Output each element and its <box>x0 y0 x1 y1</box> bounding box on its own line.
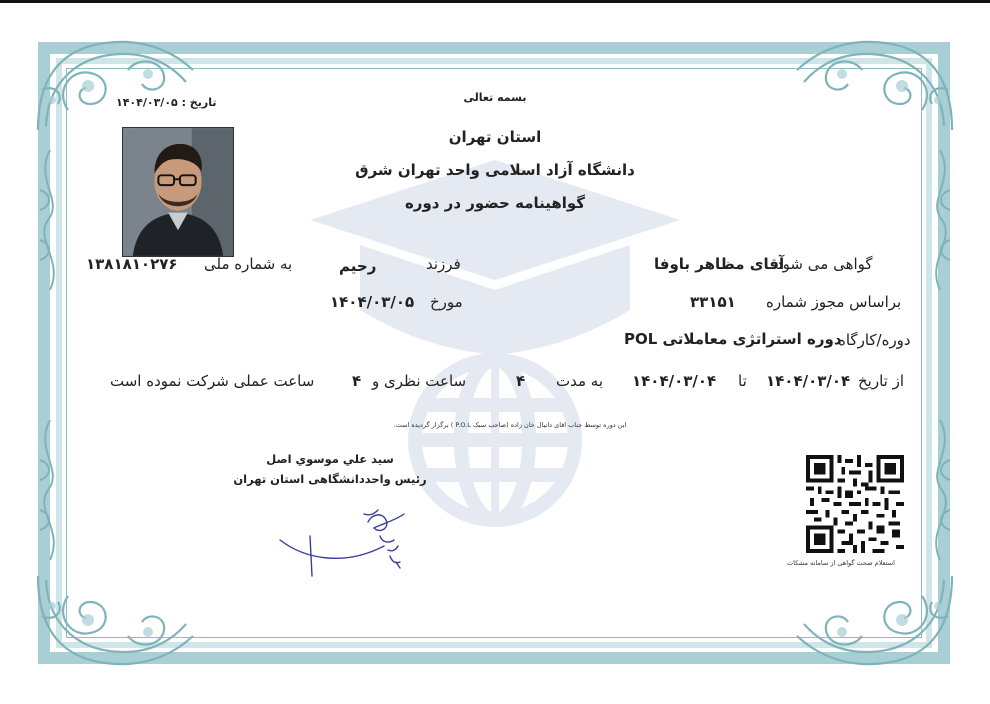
license-dated-label: مورخ <box>430 293 463 311</box>
course-instructor-note: این دوره توسط جناب اقای دانیال خان زاده (صاحب سبک P.O.L ) برگزار گردیده است. <box>393 421 627 429</box>
signer-name: سید علي موسوي اصل <box>266 452 394 466</box>
license-label: براساس مجوز شماره <box>766 293 902 311</box>
bismillah-heading: بسمه تعالی <box>463 91 527 104</box>
from-date-label: از تاریخ <box>858 372 905 390</box>
license-date: ۱۴۰۴/۰۳/۰۵ <box>330 293 415 311</box>
corner-ornament-bottom-left <box>28 566 198 676</box>
province-heading: استان تهران <box>448 128 542 146</box>
duration-label: به مدت <box>556 372 604 390</box>
side-ornament-left-lower <box>30 420 68 560</box>
qr-code-icon[interactable] <box>806 455 904 553</box>
portrait-photo <box>122 127 234 257</box>
handwritten-signature <box>276 500 426 578</box>
qr-caption: استعلام صحت گواهی از سامانه مشکات <box>787 559 895 567</box>
side-ornament-left-upper <box>30 150 68 290</box>
theory-hours: ۴ <box>516 372 526 390</box>
to-date-label: تا <box>738 372 747 390</box>
side-ornament-right-lower <box>922 420 960 560</box>
certificate-title: گواهینامه حضور در دوره <box>404 194 586 212</box>
course-label: دوره/کارگاه <box>838 331 911 349</box>
father-name: رحیم <box>339 257 377 275</box>
practical-hours: ۴ <box>352 372 362 390</box>
practical-hours-label: ساعت عملی شرکت نموده است <box>110 372 315 390</box>
national-id-label: به شماره ملی <box>204 255 293 273</box>
theory-hours-label: ساعت نظری و <box>372 372 467 390</box>
certify-intro: گواهی می شود <box>776 255 873 273</box>
recipient-name: آقای مظاهر باوفا <box>654 255 785 273</box>
national-id-number: ۱۳۸۱۸۱۰۲۷۶ <box>86 255 178 273</box>
child-of-label: فرزند <box>426 255 461 273</box>
university-heading: دانشگاه آزاد اسلامی واحد تهران شرق <box>355 161 635 179</box>
issue-date: تاریخ : ۱۴۰۴/۰۳/۰۵ <box>116 96 217 109</box>
corner-ornament-top-left <box>28 30 198 140</box>
to-date: ۱۴۰۴/۰۳/۰۴ <box>632 372 717 390</box>
corner-ornament-top-right <box>792 30 962 140</box>
license-number: ۳۳۱۵۱ <box>690 293 736 311</box>
side-ornament-right-upper <box>922 150 960 290</box>
from-date: ۱۴۰۴/۰۳/۰۴ <box>766 372 851 390</box>
course-name: دوره استراتژی معاملاتی POL <box>624 330 842 348</box>
corner-ornament-bottom-right <box>792 566 962 676</box>
signer-title: رئیس واحددانشگاهی استان تهران <box>233 472 427 486</box>
top-edge-line <box>0 0 990 3</box>
